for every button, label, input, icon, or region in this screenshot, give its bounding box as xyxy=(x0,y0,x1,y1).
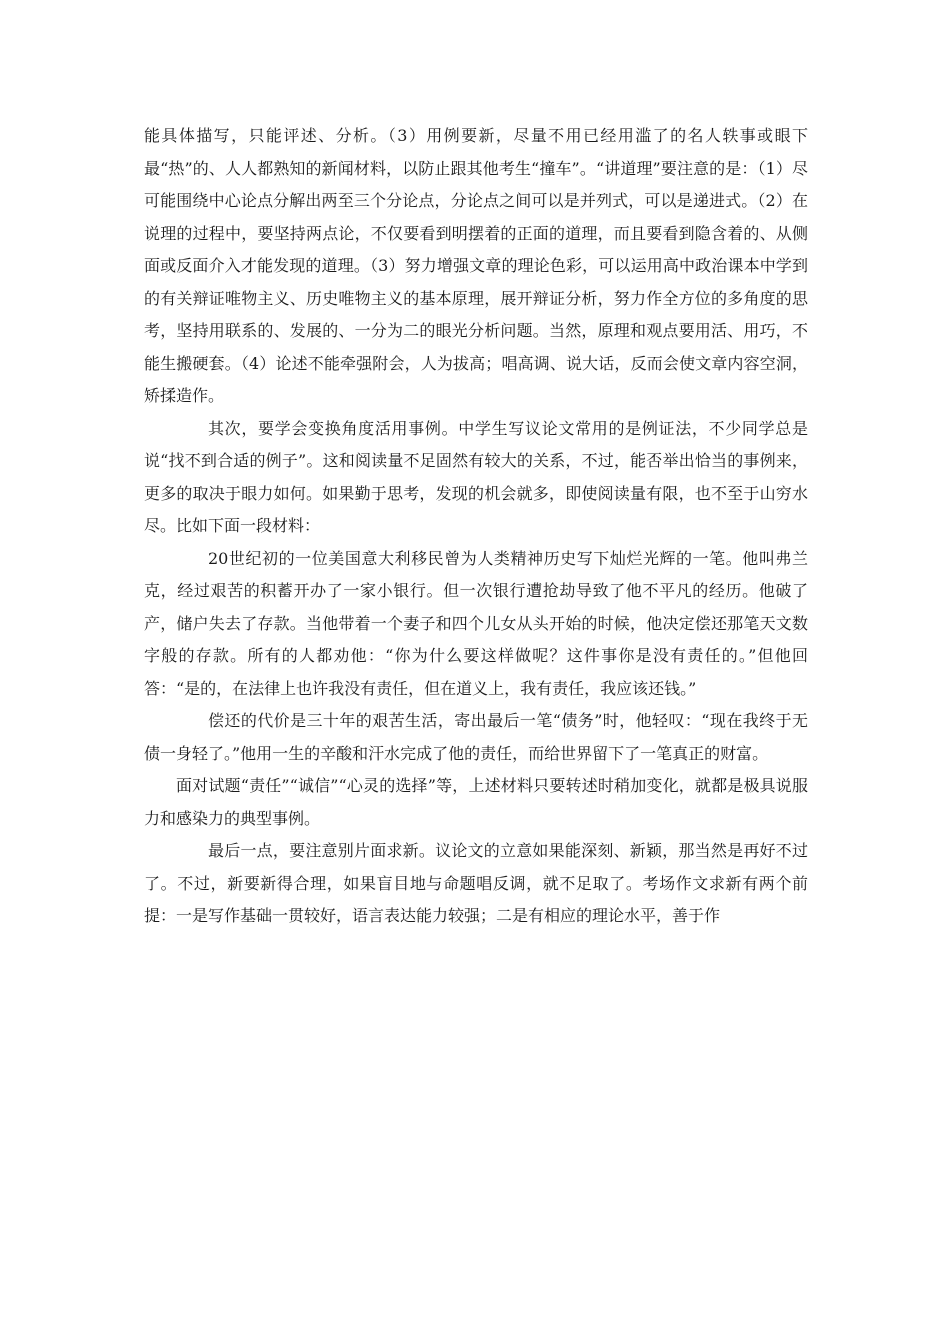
paragraph-last-point: 最后一点，要注意别片面求新。议论文的立意如果能深刻、新颖，那当然是再好不过了。不过，新要新得合理，如果盲目地与命题唱反调，就不足取了。考场作文求新有两个前提：一是写作基础一贯较好，语言表达能力较强；二是有相应的理论水平，善于作 xyxy=(144,841,808,925)
document-body xyxy=(144,120,808,933)
paragraph-repayment: 偿还的代价是三十年的艰苦生活，寄出最后一笔“债务”时，他轻叹：“现在我终于无债一身轻了。”他用一生的辛酸和汗水完成了他的责任，而给世界留下了一笔真正的财富。 xyxy=(144,711,808,763)
paragraph-frank-story: 20世纪初的一位美国意大利移民曾为人类精神历史写下灿烂光辉的一笔。他叫弗兰克，经过艰苦的积蓄开办了一家小银行。但一次银行遭抢劫导致了他不平凡的经历。他破了产，储户失去了存款。当他带着一个妻子和四个儿女从头开始的时候，他决定偿还那笔天文数字般的存款。所有的人都劝他：“你为什么要这样做呢？这件事你是没有责任的。”但他回答：“是的，在法律上也许我没有责任，但在道义上，我有责任，我应该还钱。” xyxy=(144,548,808,698)
paragraph-application: 面对试题“责任”“诚信”“心灵的选择”等，上述材料只要转述时稍加变化，就都是极具说服力和感染力的典型事例。 xyxy=(144,776,808,828)
paragraph-use-examples: 其次，要学会变换角度活用事例。中学生写议论文常用的是例证法，不少同学总是说“找不到合适的例子”。这和阅读量不足固然有较大的关系，不过，能否举出恰当的事例来，更多的取决于眼力如何。如果勤于思考，发现的机会就多，即使阅读量有限，也不至于山穷水尽。比如下面一段材料： xyxy=(144,418,808,535)
paragraph-argument-methods: 能具体描写，只能评述、分析。（3）用例要新，尽量不用已经用滥了的名人轶事或眼下最“热”的、人人都熟知的新闻材料，以防止跟其他考生“撞车”。“讲道理”要注意的是：（1）尽可能围绕中心论点分解出两至三个分论点，分论点之间可以是并列式，可以是递进式。（2）在说理的过程中，要坚持两点论，不仅要看到明摆着的正面的道理，而且要看到隐含着的、从侧面或反面介入才能发现的道理。（3）努力增强文章的理论色彩，可以运用高中政治课本中学到的有关辩证唯物主义、历史唯物主义的基本原理，展开辩证分析，努力作全方位的多角度的思考，坚持用联系的、发展的、一分为二的眼光分析问题。当然，原理和观点要用活、用巧，不能生搬硬套。（4）论述不能牵强附会，人为拔高；唱高调、说大话，反而会使文章内容空洞，矫揉造作。 xyxy=(144,126,808,405)
